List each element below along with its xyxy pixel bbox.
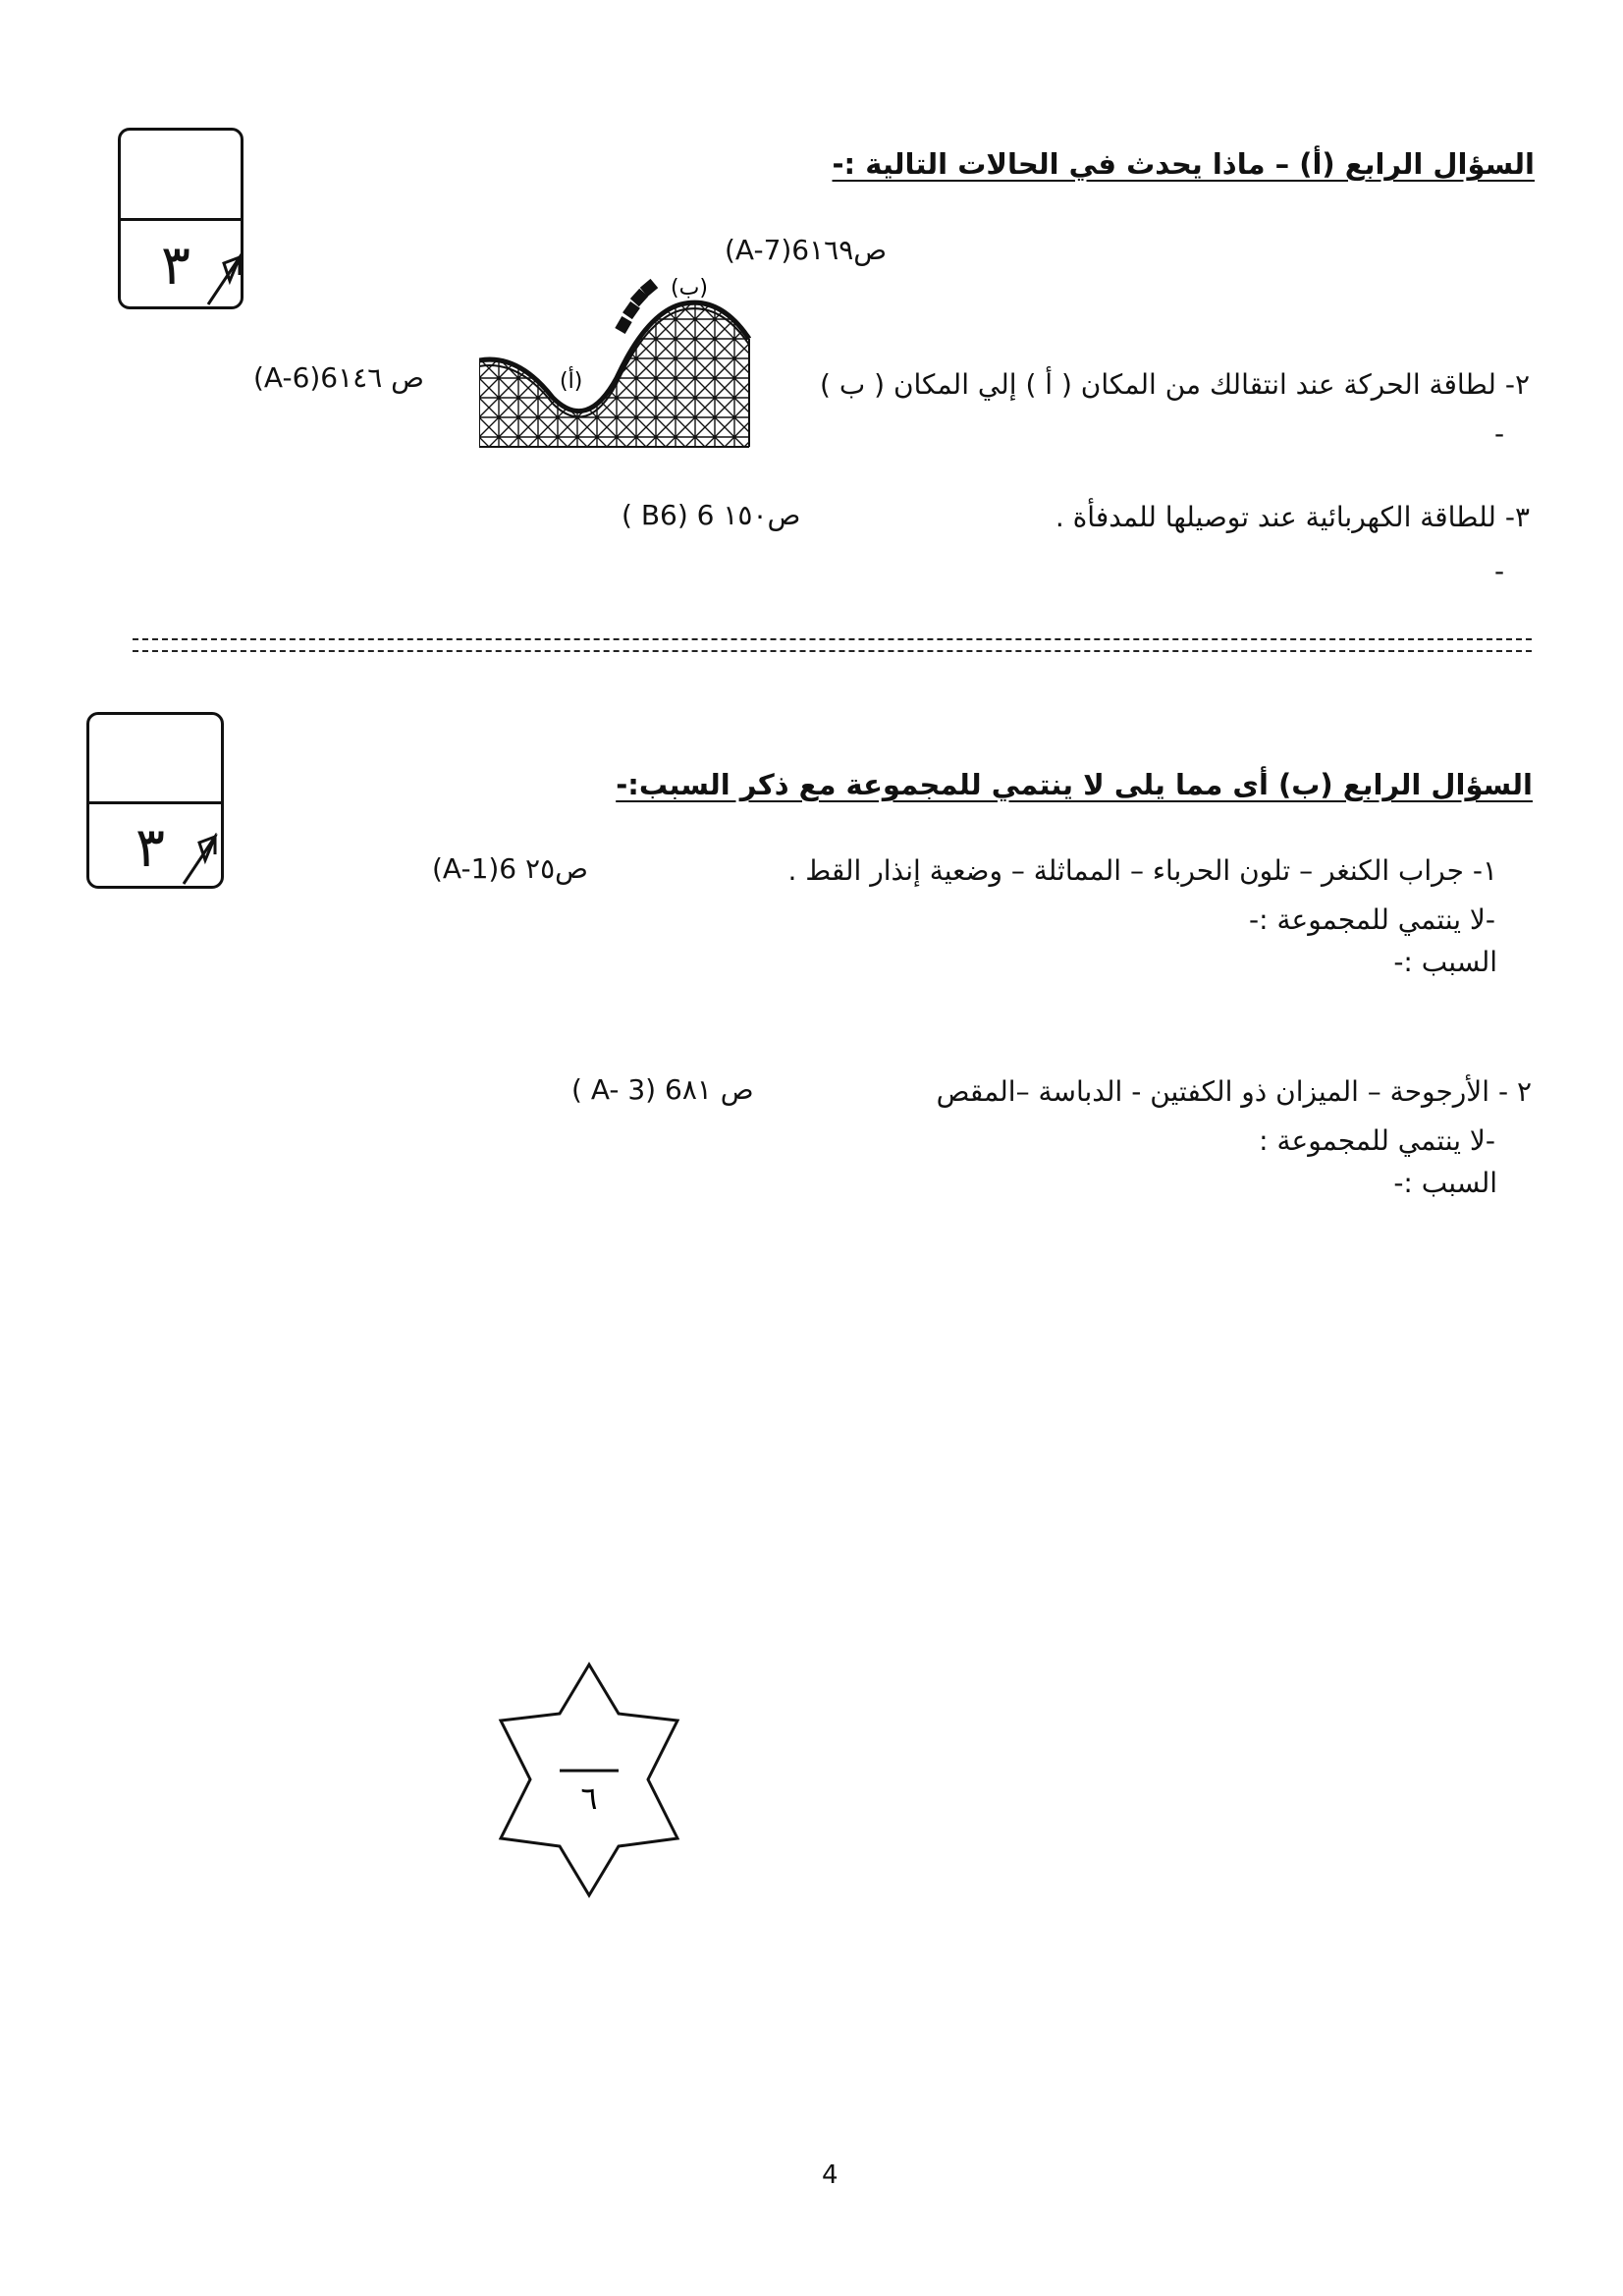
score-value: ٣: [160, 234, 191, 298]
item3-reference: ( B6) 6 ص١٥٠: [622, 499, 801, 531]
star-badge: [491, 1660, 687, 1900]
star-badge-value: ٦: [580, 1779, 598, 1817]
item2-question: ٢- لطاقة الحركة عند انتقالك من المكان ( أ ) إلي المكان ( ب ): [820, 368, 1530, 401]
roller-coaster-illustration: [479, 260, 759, 457]
item2-answer-line: -: [1494, 417, 1505, 450]
q4b-heading: السؤال الرابع (ب) أى مما يلى لا ينتمي للمجموعة مع ذكر السبب:-: [616, 768, 1533, 801]
q4b-item1-odd-one: -لا ينتمي للمجموعة :-: [1249, 903, 1495, 936]
q4b-item1-reference: (A-1)6 ص٢٥: [432, 852, 588, 885]
q4a-heading: السؤال الرابع (أ) – ماذا يحدث في الحالات التالية :-: [832, 147, 1535, 181]
page-curl-icon: [180, 833, 219, 887]
q4b-item2-reason: السبب :-: [1393, 1167, 1497, 1199]
item2-reference: (A-6)6ص ١٤٦: [253, 361, 425, 394]
q4b-item2-odd-one: -لا ينتمي للمجموعة :: [1259, 1124, 1495, 1157]
score-box-q4b: [86, 712, 224, 889]
item3-question: ٣- للطاقة الكهربائية عند توصيلها للمدفأة .: [1055, 501, 1530, 533]
section-separator: [133, 638, 1532, 652]
q4b-item2-reference: ( A- 3) 6ص ٨١: [571, 1073, 754, 1106]
score-box-q4a: [118, 128, 243, 309]
q4b-item1-question: ١- جراب الكنغر – تلون الحرباء – المماثلة – وضعية إنذار القط .: [787, 854, 1497, 887]
q4b-item1-reason: السبب :-: [1393, 946, 1497, 978]
item3-answer-line: -: [1494, 555, 1505, 587]
score-value: ٣: [135, 816, 166, 880]
page-curl-icon: [204, 253, 243, 307]
item1-reference: (A-7)6ص١٦٩: [725, 234, 888, 266]
page-number: 4: [822, 2160, 839, 2190]
q4b-item2-question: ٢ - الأرجوحة – الميزان ذو الكفتين - الدباسة –المقص: [936, 1075, 1532, 1108]
label-point-b: (ب): [671, 276, 708, 301]
label-point-a: (أ): [560, 369, 583, 394]
